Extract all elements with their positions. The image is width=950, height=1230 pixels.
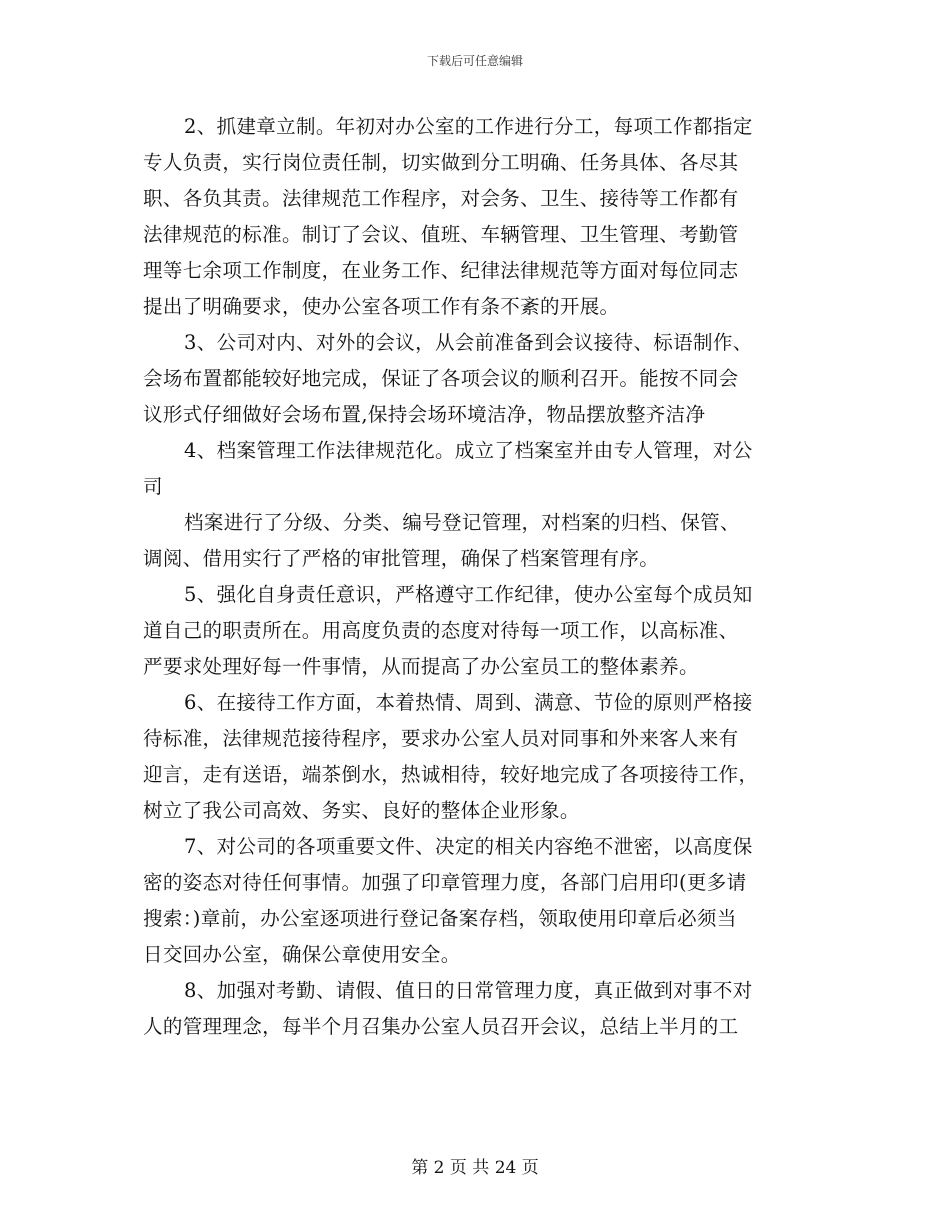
header-note: 下载后可任意编辑 [426,54,523,68]
text-line: 司 [143,475,163,498]
page-number-footer: 第 2 页 共 24 页 [411,1158,539,1178]
text-line: 职、各负其责。法律规范工作程序，对会务、卫生、接待等工作都有 [143,187,739,210]
text-line: 密的姿态对待任何事情。加强了印章管理力度，各部门启用印(更多请 [143,871,747,894]
text-line: 专人负责，实行岗位责任制，切实做到分工明确、任务具体、各尽其 [143,151,739,174]
text-line: 待标准，法律规范接待程序，要求办公室人员对同事和外来客人来有 [143,727,739,750]
text-line: 日交回办公室，确保公章使用安全。 [143,943,461,966]
text-line: 树立了我公司高效、务实、良好的整体企业形象。 [143,799,580,822]
text-line: 理等七余项工作制度，在业务工作、纪律法律规范等方面对每位同志 [143,259,739,282]
text-line: 迎言，走有送语，端茶倒水，热诚相待，较好地完成了各项接待工作， [143,763,759,786]
text-line: 人的管理理念，每半个月召集办公室人员召开会议，总结上半月的工 [143,1015,739,1038]
text-line: 提出了明确要求，使办公室各项工作有条不紊的开展。 [143,295,620,318]
text-line: 2、抓建章立制。年初对办公室的工作进行分工，每项工作都指定 [184,115,753,138]
text-line: 4、档案管理工作法律规范化。成立了档案室并由专人管理，对公 [184,439,753,462]
text-line: 6、在接待工作方面，本着热情、周到、满意、节俭的原则严格接 [184,691,753,714]
text-line: 调阅、借用实行了严格的审批管理，确保了档案管理有序。 [143,547,660,570]
text-line: 议形式仔细做好会场布置,保持会场环境洁净，物品摆放整齐洁净 [143,403,706,426]
text-line: 3、公司对内、对外的会议，从会前准备到会议接待、标语制作、 [184,331,753,354]
text-line: 法律规范的标准。制订了会议、值班、车辆管理、卫生管理、考勤管 [143,223,739,246]
text-line: 档案进行了分级、分类、编号登记管理，对档案的归档、保管、 [184,511,740,534]
text-line: 搜索：)章前，办公室逐项进行登记备案存档，领取使用印章后必须当 [143,907,737,930]
text-line: 道自己的职责所在。用高度负责的态度对待每一项工作，以高标准、 [143,619,739,642]
text-line: 7、对公司的各项重要文件、决定的相关内容绝不泄密，以高度保 [184,835,753,858]
document-body [143,109,809,1045]
text-line: 会场布置都能较好地完成，保证了各项会议的顺利召开。能按不同会 [143,367,739,390]
text-line: 严要求处理好每一件事情，从而提高了办公室员工的整体素养。 [143,655,699,678]
text-line: 8、加强对考勤、请假、值日的日常管理力度，真正做到对事不对 [184,979,753,1002]
text-line: 5、强化自身责任意识，严格遵守工作纪律，使办公室每个成员知 [184,583,753,606]
